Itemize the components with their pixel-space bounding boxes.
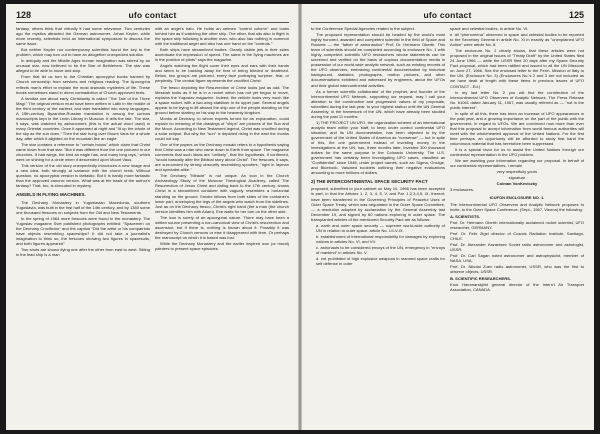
paragraph: The Intercontinental UFO Observers and Analytic Network proposes to invite, to the Outer Space Conference, (Sept., 1967, Vienna) the following:: [450, 201, 584, 212]
paragraph: to the Conference Special Agencies related to the subject.: [311, 26, 415, 31]
running-title: ufo contact: [423, 10, 472, 20]
magazine-spread: [6, 4, 594, 430]
paragraph: Monks at Dechany, to whom experts turned for an explanation, could explain no meaning of the drawings of "ships" are pictures of the Sun and the Moon. According to New Testament legend, Christ was crucified during a solar eclipse. But why the "sun" is depicted rising in the east the monks could not say.: [155, 115, 289, 141]
paragraph: The star contains a reference to "certain books" which claim that Christ came down from that star. "But it was different from the one pictured in our churches. It had wings, the kind an eagle has, and many long rays," which went on shining for a circle when it descended upon Mount Vaus.: [16, 142, 150, 163]
paragraph: proposed, submitted to your cabinet on May 10, 1966 has been accepted in part, in that the Articles 1, 2, 3, 4, 5, V, and Par. 1,2,3,4,5, IX, thereof, have been transferred in the Governing Principles of Peaceful Uses of Outer Space Treaty, which was negotiated in the Outer Space Committee, — a resolution adopted by acclamation by the General Assembly last December 19, and signed by 60 nations exploring in outer space. The transplanted articles of the mentioned Security Pact are as follows:: [311, 186, 445, 222]
paragraph: The Dechany Monastery in Yugoslavian Macedonia, southern Yugoslavia, was built in the first half of the 14th century, and by 1350 some one thousand frescoes on subjects from the Old and New Testaments.: [16, 199, 150, 215]
right-page-header: [311, 10, 584, 22]
paragraph: Prof. Dr. Hermann Oberth internationally acclaimed rocket scientist, UFO researcher, GERMANY.: [450, 219, 584, 230]
paragraph: Knut Hammarskjöld general director of the Intern'l Air Transport Association, CANADA.: [450, 282, 584, 293]
paragraph: As a former scientific collaborator of the prophet, and founder of the Intercontinental UFO Network, supporting our request, may I call your attention to the constructive and progressive values of my proposals, submitted during the last year, to your highest station until the UN General Assembly, in the framework of the UN, which have already been studied during the past 11 months.: [311, 88, 445, 119]
paragraph: space and celestial bodies, in article No. VI.: [450, 26, 529, 31]
paragraph: In my last letter No. 2 you will find the contribution of the Intercontinental UFO Observers of Analytic Network. The Press Release No. 61061 dated January 11, 1967, was usually referred as — "not in the public interest".: [450, 89, 584, 110]
enclosure-heading: ICUFON ENCLOSURE NO. 1.: [489, 195, 545, 201]
paragraph: Prof. Dr. Carl Sagan noted astronomer and astrophysicist, member of NASA, USA.: [450, 252, 584, 263]
right-page-column-1: [311, 26, 445, 424]
running-title: ufo contact: [128, 10, 177, 20]
header-rule: [16, 22, 289, 23]
paragraph: This version of the old story unexpectedly introduces a new image and a new idea, both strongly at variance with the church texts. Without question, no apocryphal version is fantastic. But it is hardly more fantastic than the approved canonic version. What was at the basis of the author's fantasy? That, too, is shrouded in mystery.: [16, 163, 150, 189]
signature-name: Colman VonKeviczky: [496, 181, 538, 187]
page-number: 125: [568, 10, 584, 20]
paragraph: Two shots are shown flying one after the other from east to west. Sitting in the lead ship is a man: [16, 246, 150, 257]
paragraph: In antiquity and the Middle Ages human imagination was stirred by an unusual star, now believed to be the Star of Bethlehem. The star was alleged to be able to move and stop.: [16, 58, 150, 74]
paragraph: Prof. Dr. Alexander Kazantsev Soviet radio astronomer and astrologist, USSR.: [450, 241, 584, 252]
signature-line: very respectfully yours: [496, 169, 538, 175]
list-item: c. astronauts to be considered envoys of the UN, emergency in "envoys of mankind" in articles No. V.: [316, 244, 445, 255]
subsection-heading: A. SCIENTISTS.: [450, 213, 481, 219]
list-item: d. not prohibited of high explosive weapons in manned space crafts for self defense in outer: [316, 256, 445, 267]
left-page-column-1: [16, 26, 150, 424]
paragraph: fantasy, others think that virtually it had some relevance. Two centuries ago the mystics attracted the German astronomer, Johan Kepler, while more recently, scientists held an international symposium to discuss the same issue.: [16, 26, 150, 47]
list-item: b. establishment of international responsibility for damages by exploring nations in articles No. VI, and VII.: [316, 233, 445, 244]
subsection-heading: B. SCIENTIFIC RESEARCHERS.: [450, 276, 511, 282]
left-page-column-2: [155, 26, 289, 424]
paragraph: In spite of all this, there has been an increase of UFO appearances in the past year, and a growing importance on the part of the public with the government, in regard to UFOs. We are convinced now more than ever that this proposal to accept information from world famous authorities will meet with the wholehearted approval of the United Nations. For the first time perhaps, an opportunity will be afforded to study first hand the voluminous material that has heretofore been suppressed.: [450, 110, 584, 147]
paragraph: The enclosure No. 2 clearly shows, that these articles were not proposed in the original issues of "Treaty Draft" by the United States filed 24 June 1966 — while the USSR filed 20 days after my Space Security Pact proposal, which had been ratified and issued to all the UN Missions on June 27, 1966. See the enclosed letter to the Perm. Mission of Italy to the UN. (Enclosure No. 3) (Enclosures No.'s 2 and 3 are not included as we have dealt at length with these items in previous issues of UFO CONTACT - Ed.): [450, 48, 584, 89]
paragraph: We are awaiting your information regarding our proposal. In behalf of our continental representatives, I remain: [450, 158, 584, 169]
list-item: a. earth and outer space security — supreme world-wide authority of UN in relation to outer space. article No. I-II-V-IX.: [316, 222, 445, 233]
section-heading: 2) THE INTERCONTINENTAL SPACE SECURITY PACT: [311, 179, 428, 185]
paragraph: Prof. Dr. Nikolai Zuev radio astronomer, USSR, who was the first to observe objects, USSR.: [450, 264, 584, 275]
right-page: [301, 4, 594, 430]
paragraph: The proposed representation should be headed by the world's most highly honored, awarded and competent scientist in the field of Space and Rockets — the "father of astronautics" Prof. Dr. Hermann Oberth. This team of scientists should be completed according to enclosure No. 1 with highly competent scientific UFO researchers whose statements can be screened and verified on the basis of copious documentation media in possession of our world-wide analytic network, such as existing records of the UFO observers, embracing continental documentation by historical background, statistics, photographs, motion pictures, and other documentations exhibited and witnessed by engineers, about the UFOs and their global intercontinental activities.: [311, 32, 445, 88]
left-page-header: [16, 10, 289, 22]
paragraph: e. all "phenomena" observed in space and celestial bodies to be reported to the Secretary General in article No. XI in exactly as "unexplained UFO Action" were article No. 8.: [450, 32, 584, 48]
paragraph: Angels watching the flight cover their eyes and ears with their hands and seem to be backing away for fear of being blinded or deafened. Below, two groups are pictured, every face portraying surprise, fear, or perplexity. The central figure represents the crucified Christ.: [155, 63, 289, 84]
paragraph: Prof. Dr. Felix Zigel director of Cosmic Radiation Institute, Santiago, CHILE.: [450, 230, 584, 241]
paragraph: The Dechany "Miracle" is not unique. An icon in the Church Archaeology Study of the Moscow Theological Academy, called The Resurrection of Jesus Christ and dating back to the 17th century, shows Christ in a streamlined container with vaguely resembles a horizontal standing on the ground. Smoke billows from both sides of the container's lower part, enveloping the legs of the angels who watch from the sidelines. Just as on the Dechany fresco, Christ's right hand (the a man (the church version identifies him with Adam). Eve waits for her turn on the other side.: [155, 173, 289, 214]
paragraph: The icon is surely of an apocryphal nature. There may have been a written source presenting a non-canonical view of Christ's resurrection and ascension; but if there is, nothing is known about it. Possibly it was destroyed by Church censors or else it disappeared with time. Or perhaps the manuscript on which it is based was lost.: [155, 214, 289, 240]
paragraph: But neither Kepler nor contemporary scientists found the key to the problem, which may turn out to have an altogether unexpected solution.: [16, 47, 150, 58]
header-rule: [311, 22, 584, 23]
right-page-column-2: [450, 26, 584, 424]
paragraph: with an angel's halo. He holds an oeimen "control column" and looks behind him as if watching the other ship. The other, that sits also in flight in the space ship following is another man, who also has nothing in common with the traditional angel and also has one hand on the "controls.": [155, 26, 289, 47]
paragraph: A familiar one about early Christianity is called "The Tale of the Three Magi." The original version must have been written in Latin in the middle of the third century of the earliest, and later translated into many languages. A 15th-century Byzantine-Russian translation is among the curious manuscripts kept in the Lenin Library in Moscow. It tells the tale. The star, it says, was watched by astronomers (this is the actual word used) in many Oriental countries. Once it appeared at night and "lit up the whole of the sky as the sun does." Then the star hung over Mount Vaus for a whole day, after which it alighted on the mountain like an eagle.: [16, 95, 150, 141]
paragraph: In the spring of 1964 more frescoes were found in the monastery. The Yugoslav magazine Svet published photographs entitled: "Spacemen on the Dechany Crucifixion" and the caption "Did the artist or his compatriots have objects resembling spaceships? It did not take a journalist's imagination to think so, the frescoes showing two figures in spacesuits, and both figures appeared": [16, 215, 150, 246]
paragraph: While the Dechany Monastery and the earlier inspired icon (or mural) painters to present space episodes.: [155, 240, 289, 251]
paragraph: Both ships have streamlined bodies. Clearly visible jets in their sides accentuate the impression of speed. The same is the flying machines are in the position of pilots" says the magazine.: [155, 47, 289, 63]
section-heading: ANGELS IN FLYING MACHINES.: [16, 192, 86, 198]
signature-line: signature: [508, 175, 526, 181]
paragraph: From that let us turn to the Christian apocrypha books banned by Church censorship from services and religious reading. The Apocrypha reflects man's effort to explain the most dramatic mysteries of life. These books sometimes stand in direct contradiction of Church-approved texts.: [16, 74, 150, 95]
paragraph: It is a special favor for us to assist the United Nations through our continental representation in the UFO problem.: [450, 147, 584, 158]
left-page: [6, 4, 299, 430]
page-number: 128: [16, 10, 32, 20]
paragraph: The fresco depicting the Resurrection of Christ looks just as odd. The Messiah looks as if he is in a rocket which has not yet begun to move, explains the Yugoslav magazine. Indeed, the vehicle looks very much like a space rocket, with a two-wing stabilizer in its upper part. Several angels appear to be trying to lift aboard the ship one of the people standing on the ground before starting on his way to the heavenly kingdom.: [155, 84, 289, 115]
paragraph: One of the papers on the Dechany mosaic refers to a hypothesis saying that Christ was a man who came down to Earth from space. The magazine comments that such ideas are "unlikely", that the hypothesis, if confirmed, "would basically alter the Biblical story about Christ". The frescoes, it says, are surrounded by strong obscurity resembling spoofers, "right in layman and specialist alike.": [155, 142, 289, 173]
paragraph: 1) THE PROJECT UN UFO, the organization scheme of an international analytic team within your staff, to keep under control continental UFO situation, and its UN documentation, has been objected to by the government of the United States of America as "nonsense" — but in spite of this, the one government instead of investing money in the investigations at the UN, has, three months later, invested 300 thousand dollars for the same purpose in the Colorado University. The U.S. government has certainly been investigating UFO cases, classified as "Confidential" since 1948, under project names, such as: Sigma, Grudge, and Bluebook. Valuated booklets outlining their negative evaluations amounting to more millions of dollars.: [311, 119, 445, 176]
paragraph: 3 enclosures.: [450, 187, 475, 193]
